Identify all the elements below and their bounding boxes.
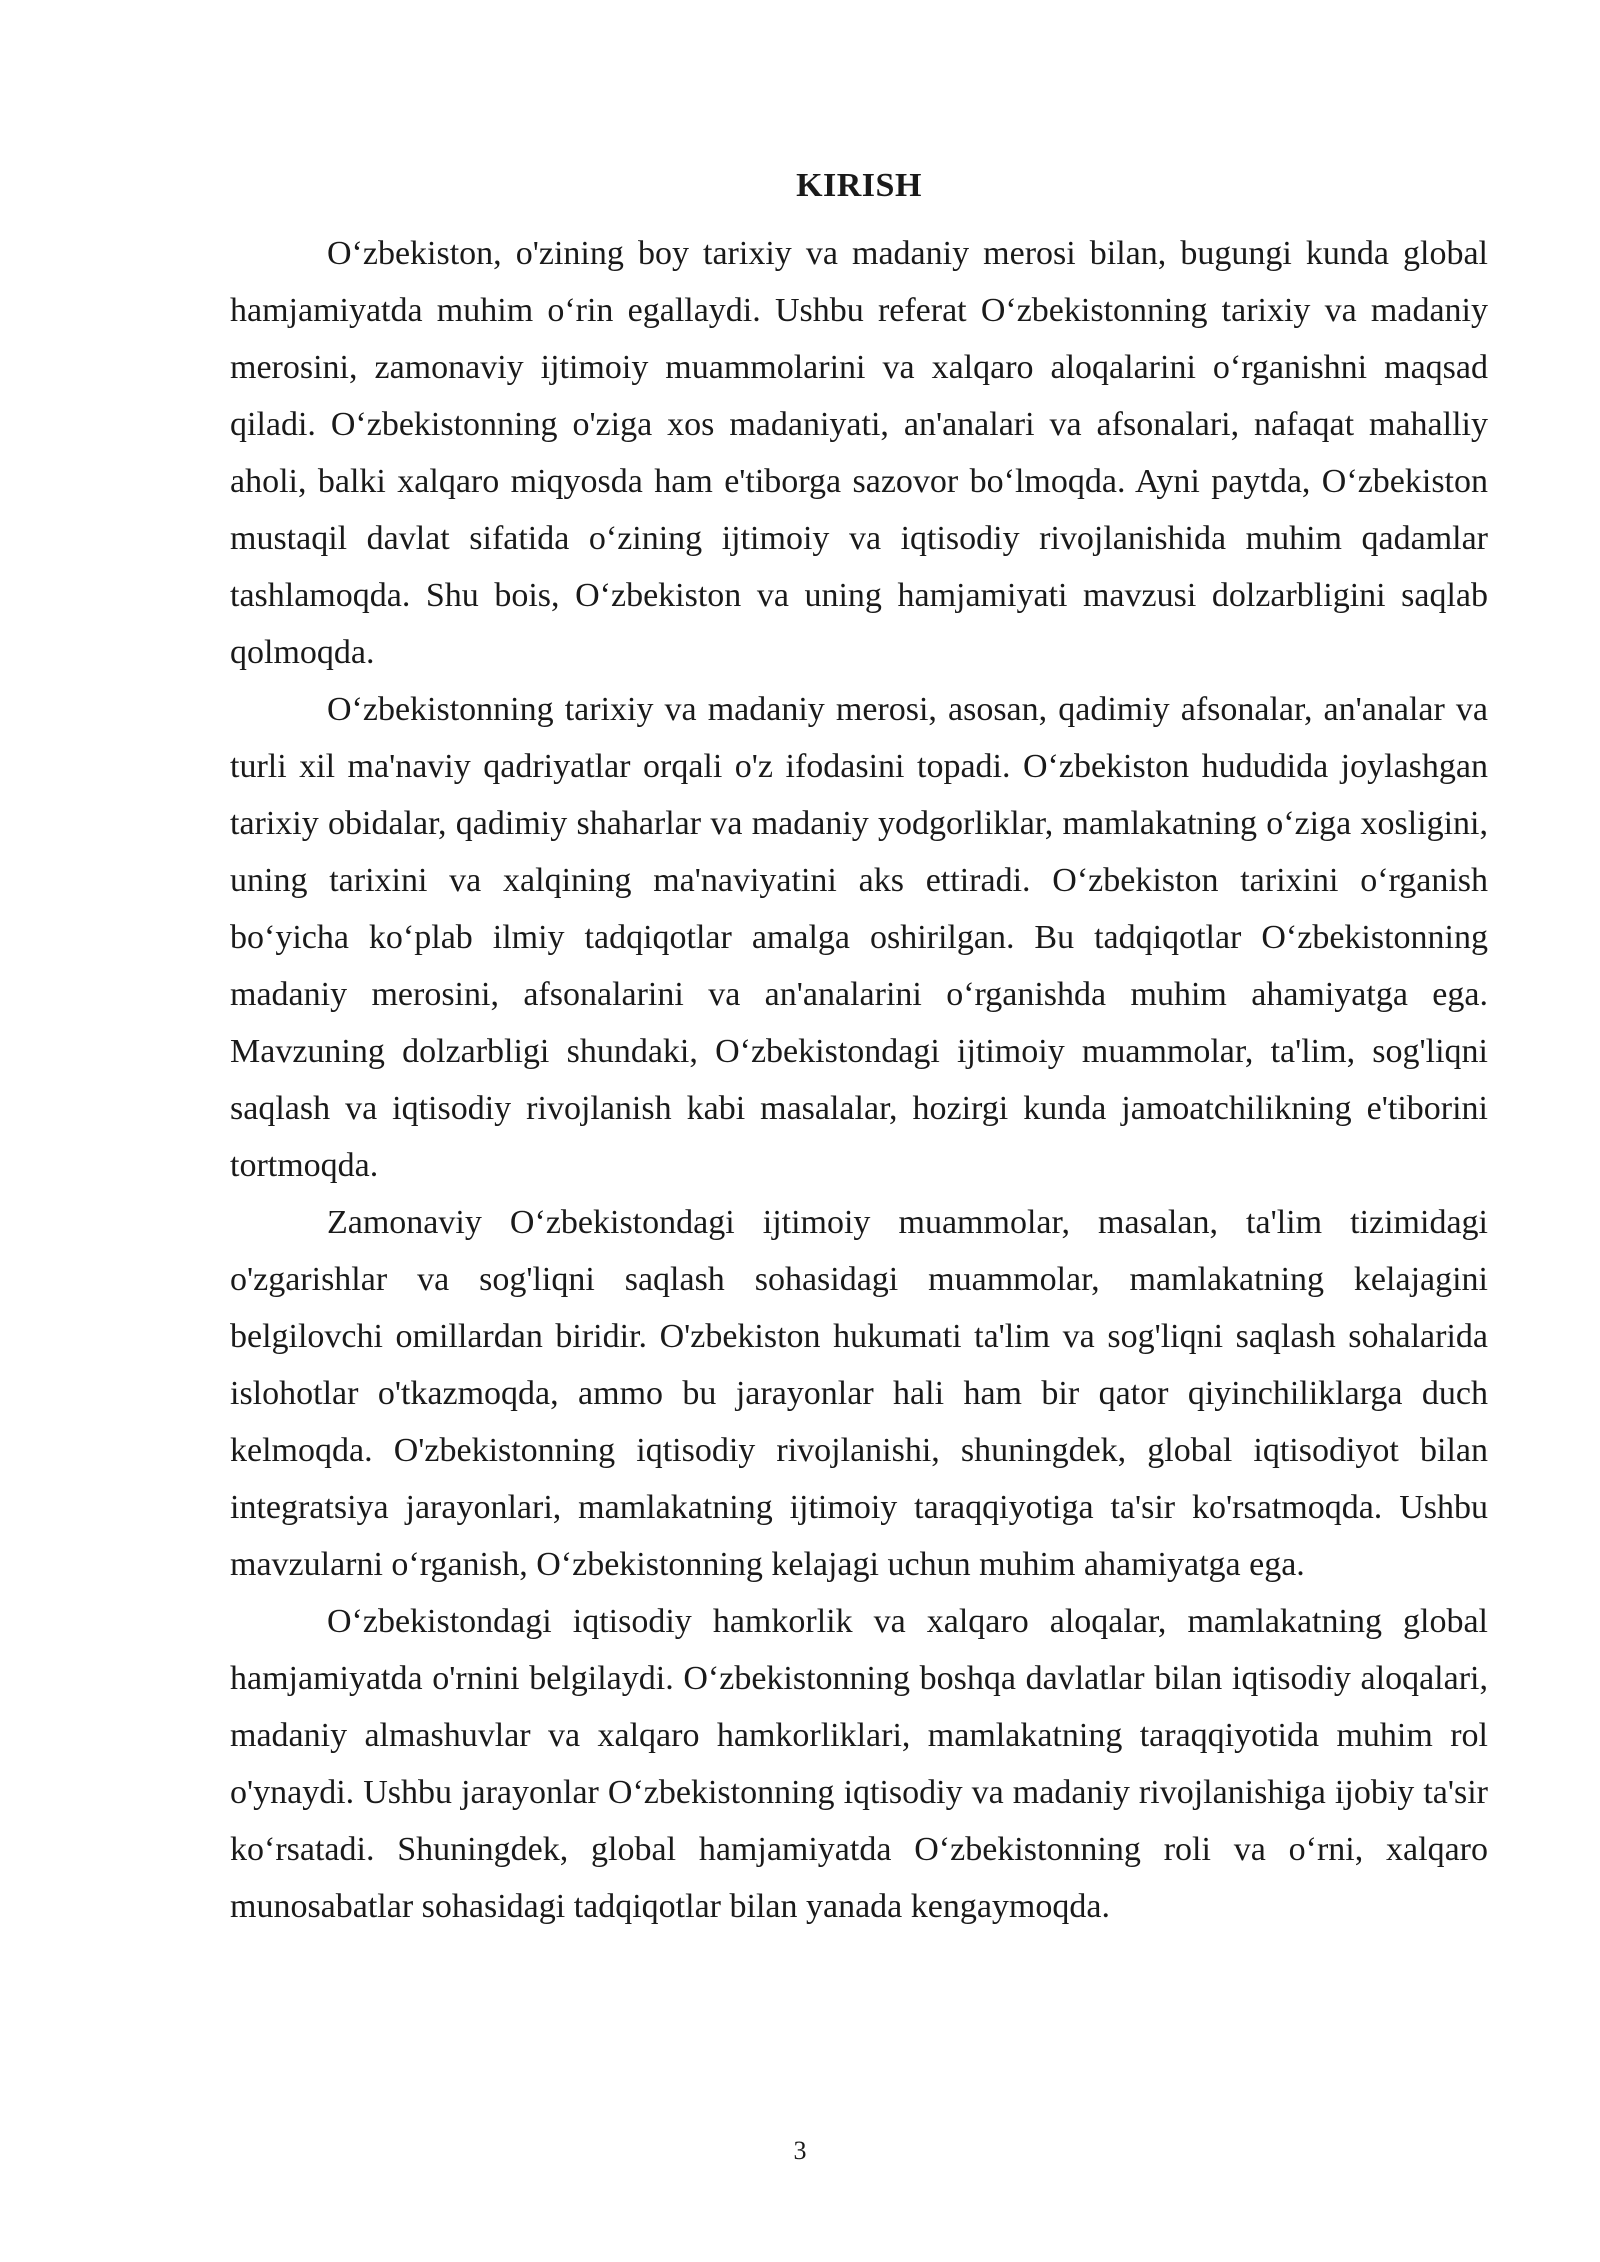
paragraph-1: O‘zbekiston, o'zining boy tarixiy va madaniy merosi bilan, bugungi kunda global hamjamiyatda muhim o‘rin egallaydi. Ushbu referat O‘zbekistonning tarixiy va madaniy merosini, zamonaviy ijtimoiy muammolarini va xalqaro aloqalarini o‘rganishni maqsad qiladi. O‘zbekistonning o'ziga xos madaniyati, an'analari va afsonalari, nafaqat mahalliy aholi, balki xalqaro miqyosda ham e'tiborga sazovor bo‘lmoqda. Ayni paytda, O‘zbekiston mustaqil davlat sifatida o‘zining ijtimoiy va iqtisodiy rivojlanishida muhim qadamlar tashlamoqda. Shu bois, O‘zbekiston va uning hamjamiyati mavzusi dolzarbligini saqlab qolmoqda. xyxy=(230,235,1488,671)
paragraph-2: O‘zbekistonning tarixiy va madaniy merosi, asosan, qadimiy afsonalar, an'analar va turli xil ma'naviy qadriyatlar orqali o'z ifodasini topadi. O‘zbekiston hududida joylashgan tarixiy obidalar, qadimiy shaharlar va madaniy yodgorliklar, mamlakatning o‘ziga xosligini, uning tarixini va xalqining ma'naviyatini aks ettiradi. O‘zbekiston tarixini o‘rganish bo‘yicha ko‘plab ilmiy tadqiqotlar amalga oshirilgan. Bu tadqiqotlar O‘zbekistonning madaniy merosini, afsonalarini va an'analarini o‘rganishda muhim ahamiyatga ega. Mavzuning dolzarbligi shundaki, O‘zbekistondagi ijtimoiy muammolar, ta'lim, sog'liqni saqlash va iqtisodiy rivojlanish kabi masalalar, hozirgi kunda jamoatchilikning e'tiborini tortmoqda. xyxy=(230,691,1488,1184)
page-content xyxy=(230,162,1488,1935)
paragraph-3: Zamonaviy O‘zbekistondagi ijtimoiy muammolar, masalan, ta'lim tizimidagi o'zgarishlar va sog'liqni saqlash sohasidagi muammolar, mamlakatning kelajagini belgilovchi omillardan biridir. O'zbekiston hukumati ta'lim va sog'liqni saqlash sohalarida islohotlar o'tkazmoqda, ammo bu jarayonlar hali ham bir qator qiyinchiliklarga duch kelmoqda. O'zbekistonning iqtisodiy rivojlanishi, shuningdek, global iqtisodiyot bilan integratsiya jarayonlari, mamlakatning ijtimoiy taraqqiyotiga ta'sir ko'rsatmoqda. Ushbu mavzularni o‘rganish, O‘zbekistonning kelajagi uchun muhim ahamiyatga ega. xyxy=(230,1204,1488,1583)
page-number: 3 xyxy=(793,2136,807,2165)
paragraph-4: O‘zbekistondagi iqtisodiy hamkorlik va xalqaro aloqalar, mamlakatning global hamjamiyatda o'rnini belgilaydi. O‘zbekistonning boshqa davlatlar bilan iqtisodiy aloqalari, madaniy almashuvlar va xalqaro hamkorliklari, mamlakatning taraqqiyotida muhim rol o'ynaydi. Ushbu jarayonlar O‘zbekistonning iqtisodiy va madaniy rivojlanishiga ijobiy ta'sir ko‘rsatadi. Shuningdek, global hamjamiyatda O‘zbekistonning roli va o‘rni, xalqaro munosabatlar sohasidagi tadqiqotlar bilan yanada kengaymoqda. xyxy=(230,1603,1488,1925)
page-title: KIRISH xyxy=(796,167,922,204)
